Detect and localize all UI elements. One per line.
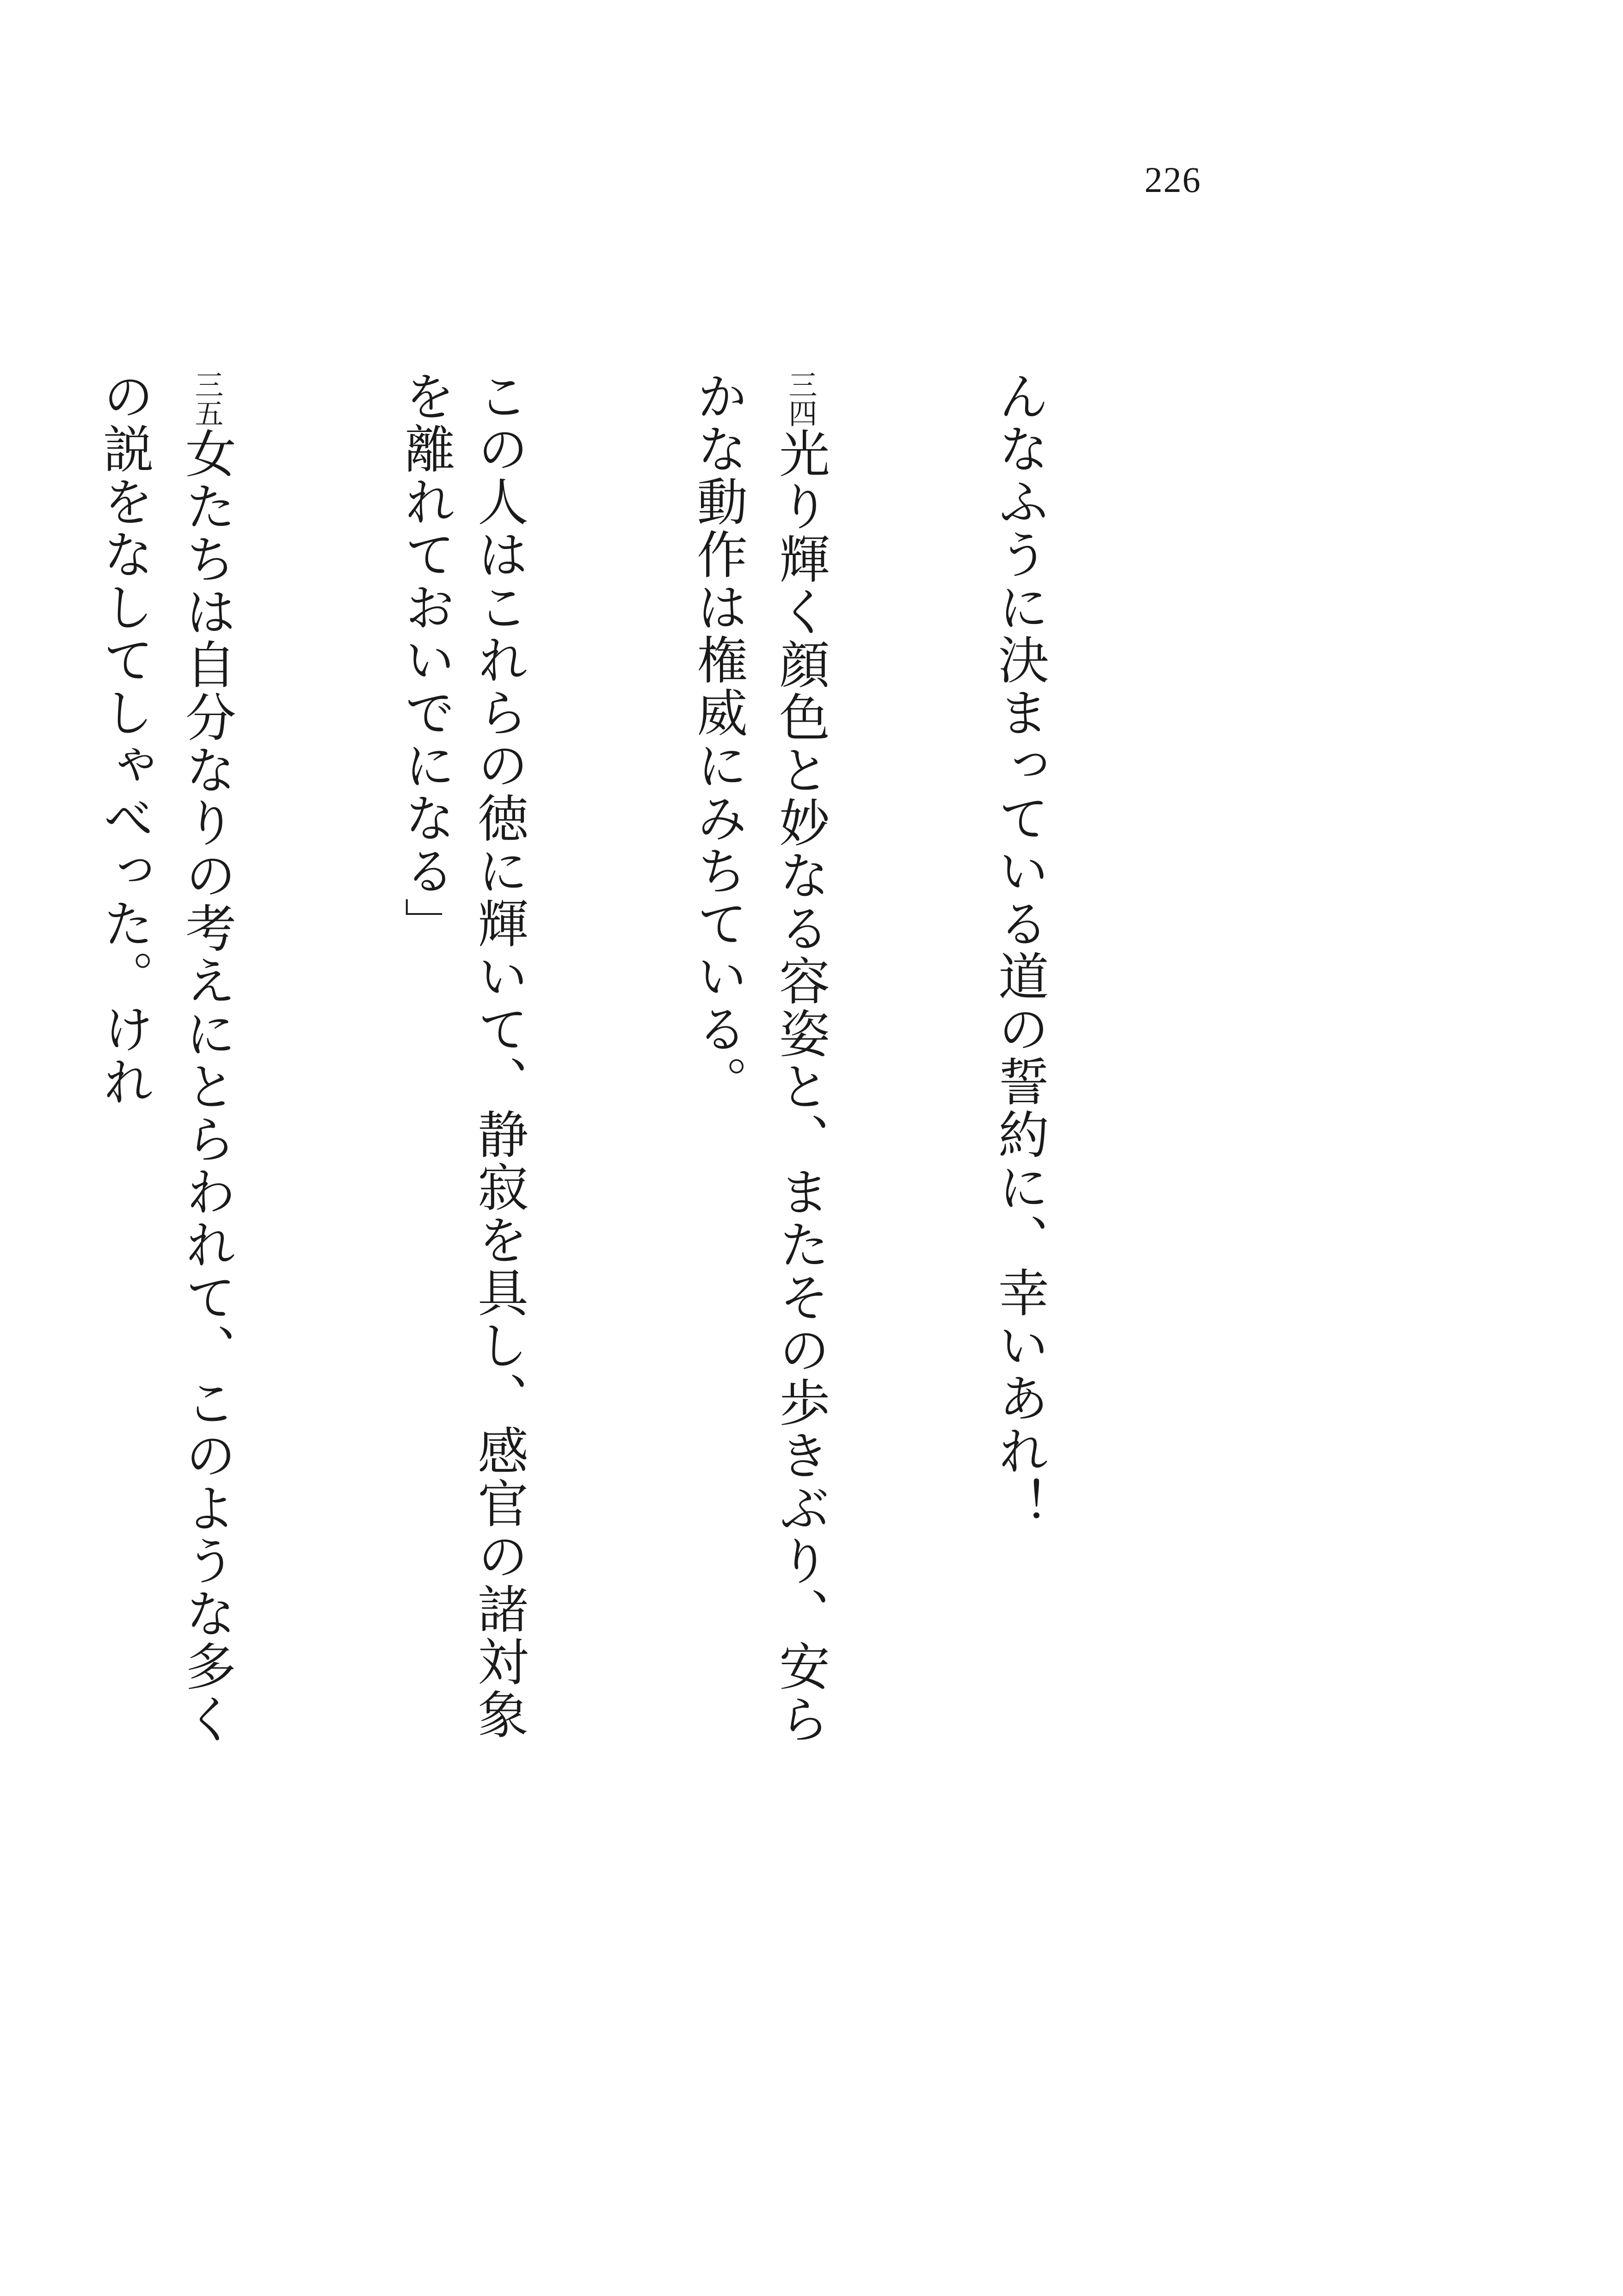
page-number: 226 [1144,160,1201,200]
line-text: んなふうに決まっている道の誓約に、幸いあれ！ [990,370,1049,1530]
verse-number: 三五 [190,370,224,427]
text-line [983,370,1056,1753]
text-line [389,370,535,1753]
verse-number: 三四 [784,370,818,427]
line-text: 女たちは自分なりの考えにとらわれて、このような多くの説をなしてしゃべった。けれ [95,370,236,1746]
text-line [88,370,243,1753]
line-text: 光り輝く顔色と妙なる容姿と、またその歩きぶり、安らかな動作は権威にみちている。 [689,370,830,1746]
body-text [95,370,1202,1753]
line-text: この人はこれらの徳に輝いて、静寂を具し、感官の諸対象を離れておいでになる」 [396,370,529,1741]
text-line [682,370,837,1753]
